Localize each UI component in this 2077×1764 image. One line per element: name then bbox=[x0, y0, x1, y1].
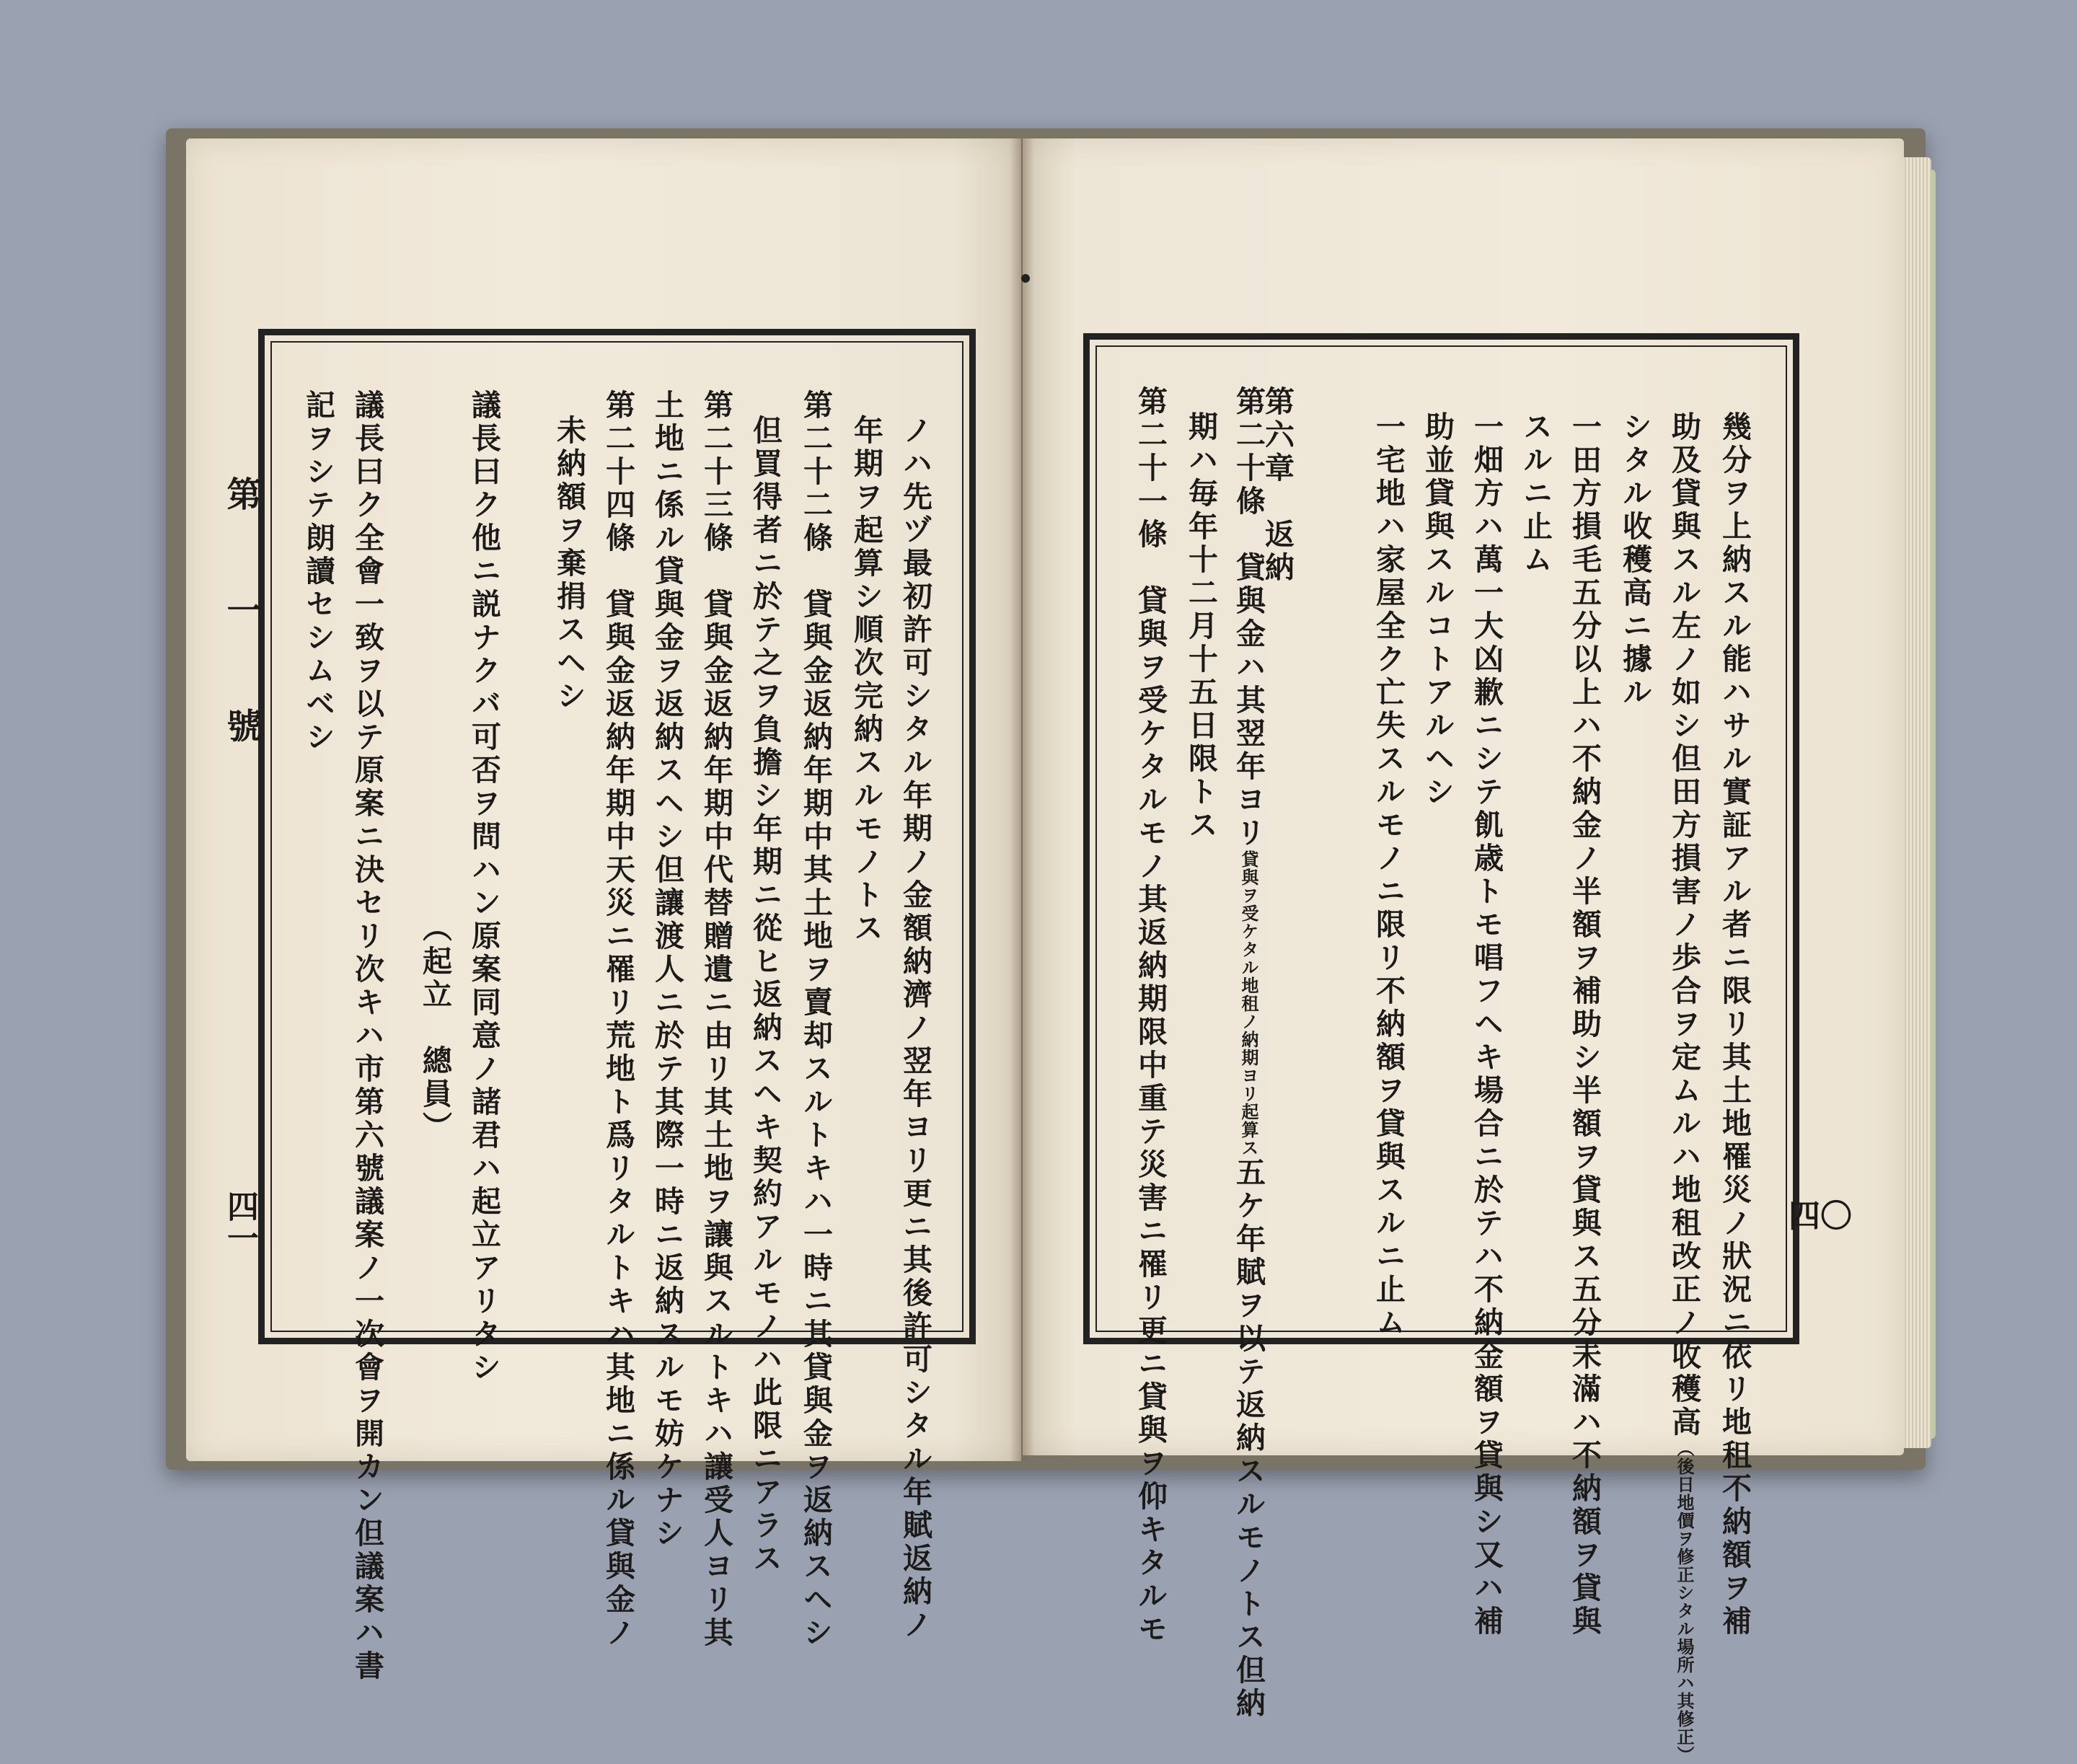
book-gutter bbox=[1010, 138, 1034, 1461]
left-col-2: 年期ヲ起算シ順次完納スルモノトス bbox=[849, 415, 883, 945]
right-page-number: 四〇 bbox=[1789, 1198, 1852, 1235]
right-col-article-20 bbox=[1231, 386, 1266, 1721]
left-col-1: ノハ先ヅ最初許可シタル年期ノ金額納濟ノ翌年ヨリ更ニ其後許可シタル年賦返納ノ bbox=[898, 415, 932, 1642]
left-col-8: 未納額ヲ棄捐スヘシ bbox=[552, 415, 586, 713]
chapter-heading: 第六章 返納 bbox=[1260, 386, 1295, 585]
left-page-number: 四一 bbox=[221, 1190, 258, 1253]
right-col-1: 幾分ヲ上納スル能ハサル實証アル者ニ限リ其土地罹災ノ狀況ニ依リ地租不納額ヲ補 bbox=[1717, 411, 1752, 1639]
article-20-tail: 五ケ年賦ヲ以テ返納スルモノトス但納 bbox=[1231, 1157, 1266, 1721]
left-page-header: 第 一 號 bbox=[221, 476, 261, 777]
right-col-11: 期ハ毎年十二月十五日限トス bbox=[1183, 411, 1218, 842]
right-col-2 bbox=[1667, 411, 1701, 1764]
left-col-article-22: 第二十二條 貸與金返納年期中其土地ヲ賣却スルトキハ一時ニ其貸與金ヲ返納スヘシ bbox=[798, 389, 833, 1650]
right-col-3: シタル收穫高ニ據ル bbox=[1618, 411, 1652, 710]
right-col-6: 一畑方ハ萬一大凶歉ニシテ飢歳トモ唱フヘキ場合ニ於テハ不納金額ヲ貸與シ又ハ補 bbox=[1469, 411, 1504, 1639]
left-col-4: 但買得者ニ於テ之ヲ負擔シ年期ニ從ヒ返納スヘキ契約アルモノハ此限ニアラス bbox=[748, 415, 782, 1576]
right-col-article-21: 第二十一條 貸與ヲ受ケタルモノ其返納期限中重テ災害ニ罹リ更ニ貸與ヲ仰キタルモ bbox=[1133, 386, 1168, 1646]
right-col-2-text: 助及貸與スル左ノ如シ但田方損害ノ歩合ヲ定ムルハ地租改正ノ收穫高 bbox=[1667, 411, 1701, 1439]
article-20-note: 貸與ヲ受ケタル地租ノ納期ヨリ起算ス bbox=[1238, 850, 1259, 1157]
left-col-chair-2: 議長曰ク全會一致ヲ以テ原案ニ決セリ次キハ市第六號議案ノ一次會ヲ開カン但議案ハ書 bbox=[350, 389, 384, 1683]
left-col-6: 土地ニ係ル貸與金ヲ返納スヘシ但讓渡人ニ於テ其際一時ニ返納スルモ妨ケナシ bbox=[650, 389, 684, 1551]
right-col-4: 一田方損毛五分以上ハ不納金ノ半額ヲ補助シ半額ヲ貸與ス五分未滿ハ不納額ヲ貸與 bbox=[1567, 411, 1602, 1639]
left-col-article-24: 第二十四條 貸與金返納年期中天災ニ罹リ荒地ト爲リタルトキハ其地ニ係ル貸與金ノ bbox=[601, 389, 635, 1650]
right-col-7: 助並貸與スルコトアルヘシ bbox=[1420, 411, 1455, 809]
standing-note: （起立 總員） bbox=[418, 912, 452, 1145]
ink-dot bbox=[1021, 274, 1030, 283]
harvest-note: （後日地價ヲ修正シタル場所ハ其修正） bbox=[1674, 1439, 1695, 1764]
right-col-5: スルニ止ム bbox=[1518, 411, 1553, 577]
left-col-11: 記ヲシテ朗讀セシムベシ bbox=[301, 389, 335, 754]
left-col-chair-1: 議長曰ク他ニ説ナクバ可否ヲ問ハン原案同意ノ諸君ハ起立アリタシ bbox=[467, 389, 501, 1385]
left-col-article-23: 第二十三條 貸與金返納年期中代替贈遺ニ由リ其土地ヲ讓與スルトキハ讓受人ヨリ其 bbox=[699, 389, 733, 1650]
article-20-text: 第二十條 貸與金ハ其翌年ヨリ bbox=[1231, 386, 1266, 850]
right-col-8: 一宅地ハ家屋全ク亡失スルモノニ限リ不納額ヲ貸與スルニ止ム bbox=[1371, 411, 1406, 1340]
